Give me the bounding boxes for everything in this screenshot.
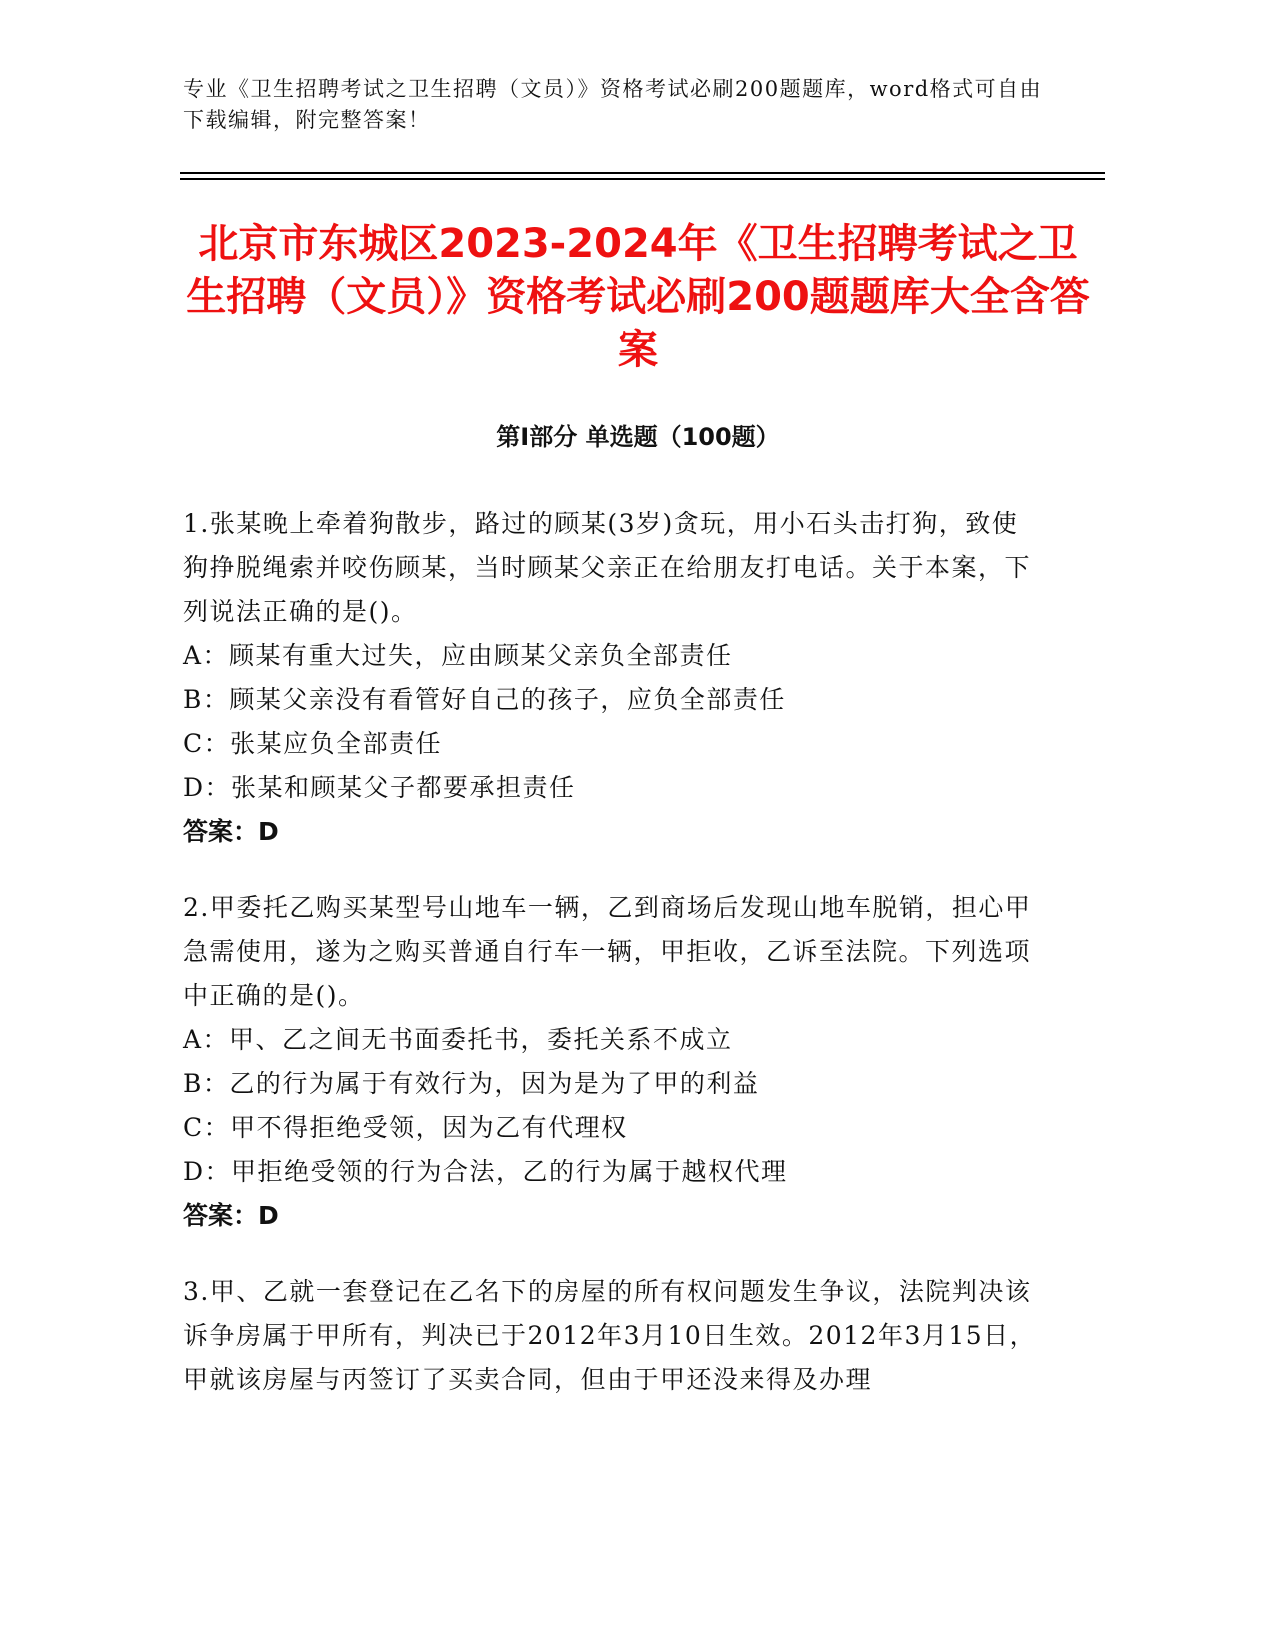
question-1 xyxy=(183,502,1038,854)
question-2 xyxy=(183,886,1038,1238)
question-text: 1.张某晚上牵着狗散步，路过的顾某(3岁)贪玩，用小石头击打狗，致使狗挣脱绳索并咬伤顾某，当时顾某父亲正在给朋友打电话。关于本案，下列说法正确的是()。 xyxy=(183,509,1032,626)
option-c: C：甲不得拒绝受领，因为乙有代理权 xyxy=(183,1113,628,1142)
document-title: 北京市东城区2023-2024年《卫生招聘考试之卫生招聘（文员）》资格考试必刷200题题库大全含答案 xyxy=(186,221,1090,373)
section-heading: 第I部分 单选题（100题） xyxy=(496,423,780,451)
option-c: C：张某应负全部责任 xyxy=(183,729,443,758)
option-b: B：乙的行为属于有效行为，因为是为了甲的利益 xyxy=(183,1069,760,1098)
question-text: 2.甲委托乙购买某型号山地车一辆，乙到商场后发现山地车脱销，担心甲急需使用，遂为之购买普通自行车一辆，甲拒收，乙诉至法院。下列选项中正确的是()。 xyxy=(183,893,1032,1010)
question-text: 3.甲、乙就一套登记在乙名下的房屋的所有权问题发生争议，法院判决该诉争房属于甲所有，判决已于2012年3月10日生效。2012年3月15日，甲就该房屋与丙签订了买卖合同，但由于甲还没来得及办理 xyxy=(183,1277,1037,1394)
header-divider-top xyxy=(180,172,1105,174)
option-b: B：顾某父亲没有看管好自己的孩子，应负全部责任 xyxy=(183,685,786,714)
header-divider-bottom xyxy=(180,178,1105,180)
answer: 答案：D xyxy=(183,1201,279,1230)
question-3 xyxy=(183,1270,1038,1402)
header-note: 专业《卫生招聘考试之卫生招聘（文员）》资格考试必刷200题题库，word格式可自由下载编辑，附完整答案！ xyxy=(183,77,1043,132)
answer: 答案：D xyxy=(183,817,279,846)
option-d: D：甲拒绝受领的行为合法，乙的行为属于越权代理 xyxy=(183,1157,788,1186)
option-a: A：甲、乙之间无书面委托书，委托关系不成立 xyxy=(183,1025,733,1054)
option-d: D：张某和顾某父子都要承担责任 xyxy=(183,773,576,802)
question-list xyxy=(183,502,1038,1434)
option-a: A：顾某有重大过失，应由顾某父亲负全部责任 xyxy=(183,641,733,670)
